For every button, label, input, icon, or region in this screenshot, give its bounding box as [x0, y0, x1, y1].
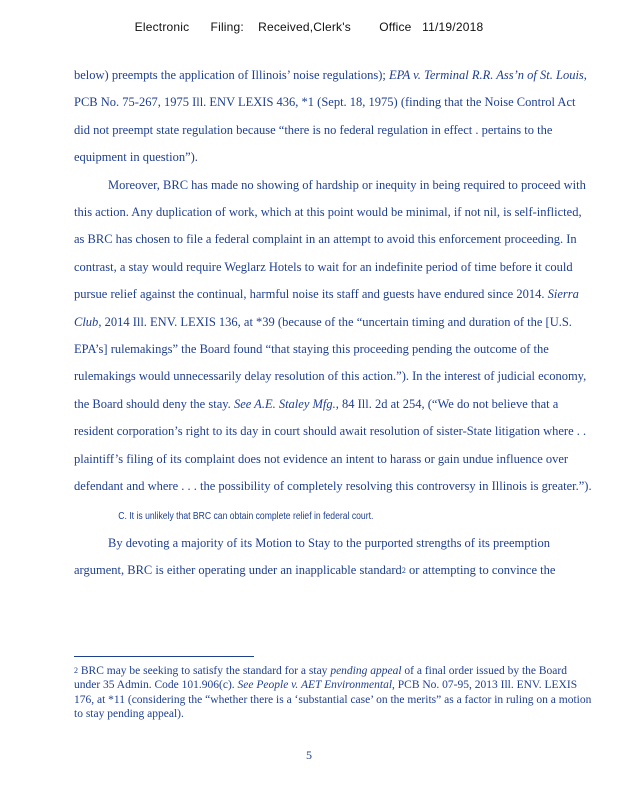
text-run: , PCB No. 75-267, 1975 Ill. ENV LEXIS 436, *1 (Sept. 18, 1975) (finding that the Noise Control Act did not preempt state regulation because “there is no federal regulation in effect . pertains to the equipment in question”).: [74, 68, 587, 165]
text-run: Moreover, BRC has made no showing of hardship or inequity in being required to proceed with this action. Any duplication of work, which at this point would be minimal, if not nil, is self-inflicted, as BRC has chosen to file a federal complaint in an attempt to avoid this enforcement proceeding. In contrast, a stay would require Weglarz Hotels to wait for an indefinite period of time before it could pursue relief against the continual, harmful noise its staff and guests have endured since 2014.: [74, 177, 586, 302]
case-citation: EPA v. Terminal R.R. Ass’n of St. Louis: [388, 68, 584, 82]
filing-header: Electronic Filing: Received,Clerk's Office 11/19/2018: [134, 20, 484, 34]
footnote-2: [74, 664, 594, 722]
text-run: or attempting to convince the: [405, 563, 556, 578]
paragraph-2: [74, 172, 594, 501]
page-number: 5: [306, 748, 312, 762]
text-run: By devoting a majority of its Motion to Stay to the purported strengths of its preemption argument, BRC is either operating under an inapplicable standard: [74, 535, 550, 578]
footnote-divider: [74, 656, 254, 657]
case-citation: See A.E. Staley Mfg.: [233, 396, 336, 411]
text-run: , PCB No. 07-95, 2013 Ill. ENV. LEXIS 176, at *11 (considering the “whether there is a ‘substantial case’ on the merits” as a factor in ruling on a motion to stay pending appeal).: [74, 679, 592, 721]
case-citation: See People v. AET Environmental: [237, 679, 393, 692]
text-run: , 84 Ill. 2d at 254, (“We do not believe that a resident corporation’s right to its day in court should await resolution of sister-State litigation where . . plaintiff’s filing of its complaint does not evidence an intent to harass or gain undue influence over defendant and where . . . the possibility of completely resolving this controversy in Illinois is greater.”).: [74, 396, 592, 494]
paragraph-1: [74, 62, 594, 172]
paragraph-3: [74, 530, 594, 585]
case-citation: Sierra Club: [74, 287, 579, 329]
text-run: BRC may be seeking to satisfy the standard for a stay: [78, 665, 331, 677]
text-run: below) preempts the application of Illinois’ noise regulations);: [74, 68, 389, 82]
footnote-reference: 2: [401, 566, 406, 576]
document-body: [74, 62, 594, 585]
text-run: , 2014 Ill. ENV. LEXIS 136, at *39 (because of the “uncertain timing and duration of the [U.S. EPA’s] rulemakings” the Board found “that staying this proceeding pending the outcome of the rulemakings would unnecessarily delay resolution of this action.”). In the interest of judicial economy, the Board should deny the stay.: [74, 314, 587, 411]
text-run: of a final order issued by the Board under 35 Admin. Code 101.906(c).: [74, 665, 567, 692]
italic-phrase: pending appeal: [330, 665, 402, 677]
footnote-mark: 2: [74, 666, 78, 675]
section-heading-c: C. It is unlikely that BRC can obtain complete relief in federal court.: [118, 509, 374, 522]
